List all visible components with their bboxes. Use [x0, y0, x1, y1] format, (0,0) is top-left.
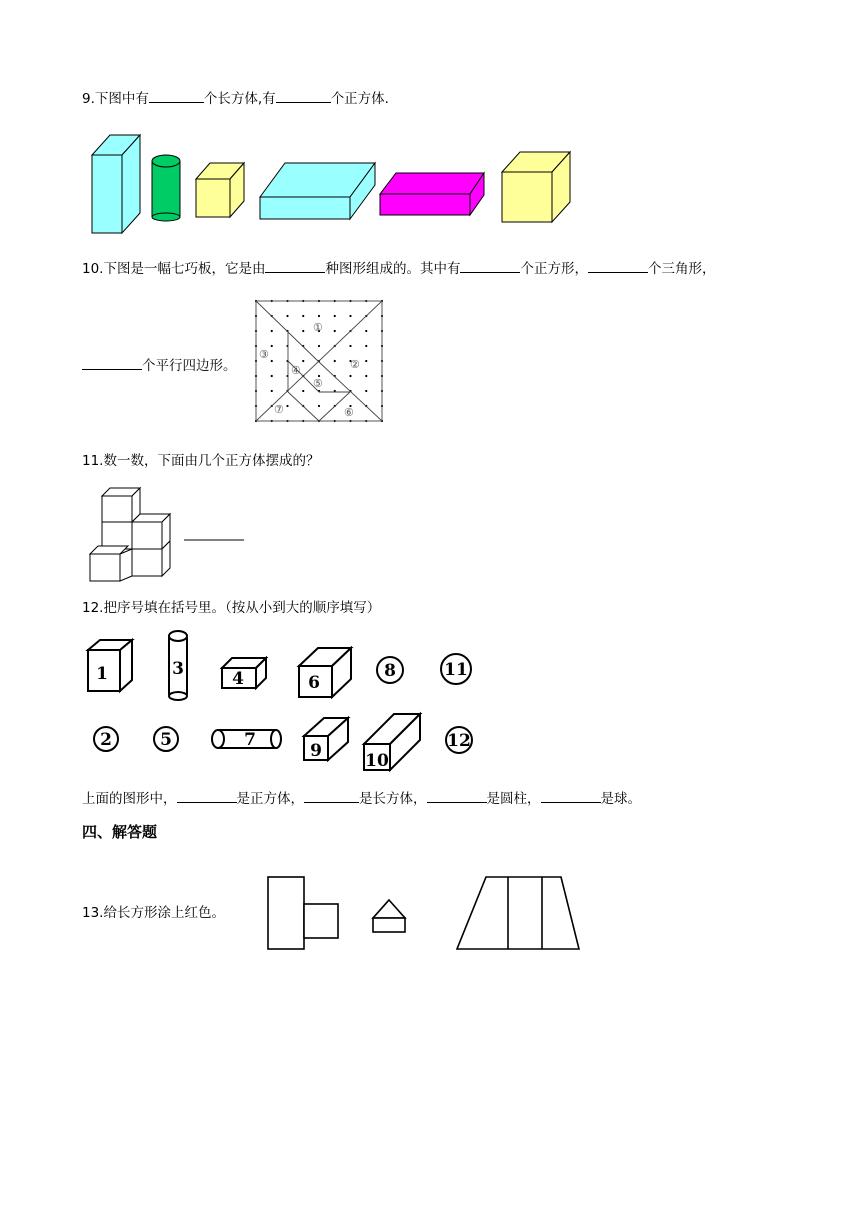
q12-ans-text: 上面的图形中， — [82, 791, 177, 807]
grid-dot — [271, 330, 273, 332]
shape-label-12: 12 — [447, 731, 471, 751]
small-triangle[interactable] — [373, 900, 405, 918]
answer-blank[interactable] — [304, 788, 359, 803]
shape-label-8: 8 — [384, 661, 396, 681]
cylinder-green — [152, 155, 180, 221]
cube-yellow-small — [196, 163, 244, 217]
section-heading: 四、解答题 — [82, 823, 158, 841]
grid-dot — [271, 360, 273, 362]
question-10-line2 — [82, 355, 237, 376]
shape-label-7: 7 — [244, 730, 256, 750]
grid-dot — [365, 345, 367, 347]
trapezoid-outline — [457, 877, 579, 949]
cube-stack-figure — [84, 484, 254, 586]
grid-dot — [334, 330, 336, 332]
shape-label-1: 1 — [96, 664, 108, 684]
shape-label-2: 2 — [100, 730, 112, 750]
grid-dot — [318, 345, 320, 347]
answer-blank[interactable] — [427, 788, 487, 803]
question-9 — [82, 88, 389, 109]
tangram-label-4: ④ — [291, 364, 301, 377]
q10-text: 个平行四边形。 — [142, 358, 237, 374]
answer-blank[interactable] — [177, 788, 237, 803]
grid-dot — [318, 405, 320, 407]
grid-dot — [334, 360, 336, 362]
shape-4-cuboid — [222, 658, 266, 688]
question-12-answers — [82, 788, 641, 809]
cube-yellow-large — [502, 152, 570, 222]
flat-cuboid-magenta — [380, 173, 484, 215]
tangram-label-2: ② — [350, 358, 360, 371]
tangram-label-6: ⑥ — [344, 406, 354, 419]
solids-figure — [80, 125, 580, 237]
grid-dot — [334, 315, 336, 317]
tangram-label-5: ⑤ — [313, 377, 323, 390]
answer-blank[interactable] — [276, 88, 331, 103]
grid-dot — [271, 375, 273, 377]
grid-dot — [349, 345, 351, 347]
shape-label-10: 10 — [365, 751, 389, 771]
small-rectangle[interactable] — [373, 918, 405, 932]
q9-text-post: 个正方体. — [330, 91, 389, 107]
grid-dot — [365, 360, 367, 362]
tangram-label-7: ⑦ — [274, 403, 284, 416]
flat-cuboid-cyan — [260, 163, 375, 219]
shape-label-6: 6 — [308, 673, 320, 693]
numbered-shapes-figure — [80, 628, 480, 773]
shape-label-4: 4 — [232, 669, 244, 689]
grid-dot — [318, 315, 320, 317]
grid-dot — [349, 315, 351, 317]
shape-6-cube — [299, 648, 351, 697]
tall-cuboid-cyan — [92, 135, 140, 233]
answer-blank[interactable] — [541, 788, 601, 803]
grid-dot — [271, 345, 273, 347]
q9-text-mid: 个长方体,有 — [203, 91, 276, 107]
grid-dot — [365, 390, 367, 392]
tangram-label-1: ① — [313, 321, 323, 334]
q10-text: 个三角形， — [647, 261, 716, 277]
grid-dot — [302, 315, 304, 317]
q10-text: 10.下图是一幅七巧板，它是由 — [82, 261, 266, 277]
grid-dot — [365, 330, 367, 332]
answer-blank[interactable] — [265, 258, 325, 273]
cube-stack — [90, 488, 170, 581]
answer-blank[interactable] — [588, 258, 648, 273]
question-11: 11.数一数，下面由几个正方体摆成的？ — [82, 453, 320, 469]
grid-dot — [302, 390, 304, 392]
grid-dot — [349, 375, 351, 377]
shape-label-9: 9 — [310, 741, 322, 761]
grid-dot — [365, 375, 367, 377]
grid-dot — [271, 390, 273, 392]
q13-shapes-figure — [265, 872, 585, 954]
answer-blank[interactable] — [82, 355, 142, 370]
q9-text-pre: 9.下图中有 — [82, 91, 149, 107]
grid-dot — [286, 315, 288, 317]
tangram-label-3: ③ — [259, 348, 269, 361]
grid-dot — [302, 360, 304, 362]
shape-1-cube — [88, 640, 132, 691]
shape-label-5: 5 — [160, 730, 172, 750]
small-square[interactable] — [304, 904, 338, 938]
shape-label-3: 3 — [172, 659, 184, 679]
q12-ans-text: 是圆柱， — [486, 791, 541, 807]
q12-ans-text: 是长方体， — [359, 791, 427, 807]
answer-blank[interactable] — [149, 88, 204, 103]
q12-ans-text: 是正方体， — [236, 791, 304, 807]
answer-blank[interactable] — [460, 258, 520, 273]
tangram-figure — [250, 296, 386, 426]
question-13: 13.给长方形涂上红色。 — [82, 905, 225, 921]
q12-ans-text: 是球。 — [600, 791, 641, 807]
shape-label-11: 11 — [444, 660, 468, 680]
question-12: 12.把序号填在括号里。（按从小到大的顺序填写） — [82, 600, 381, 616]
q10-text: 种图形组成的。其中有 — [325, 261, 461, 277]
tall-rectangle[interactable] — [268, 877, 304, 949]
question-10-line1 — [82, 258, 715, 279]
grid-dot — [286, 405, 288, 407]
q10-text: 个正方形， — [520, 261, 588, 277]
grid-dot — [302, 330, 304, 332]
